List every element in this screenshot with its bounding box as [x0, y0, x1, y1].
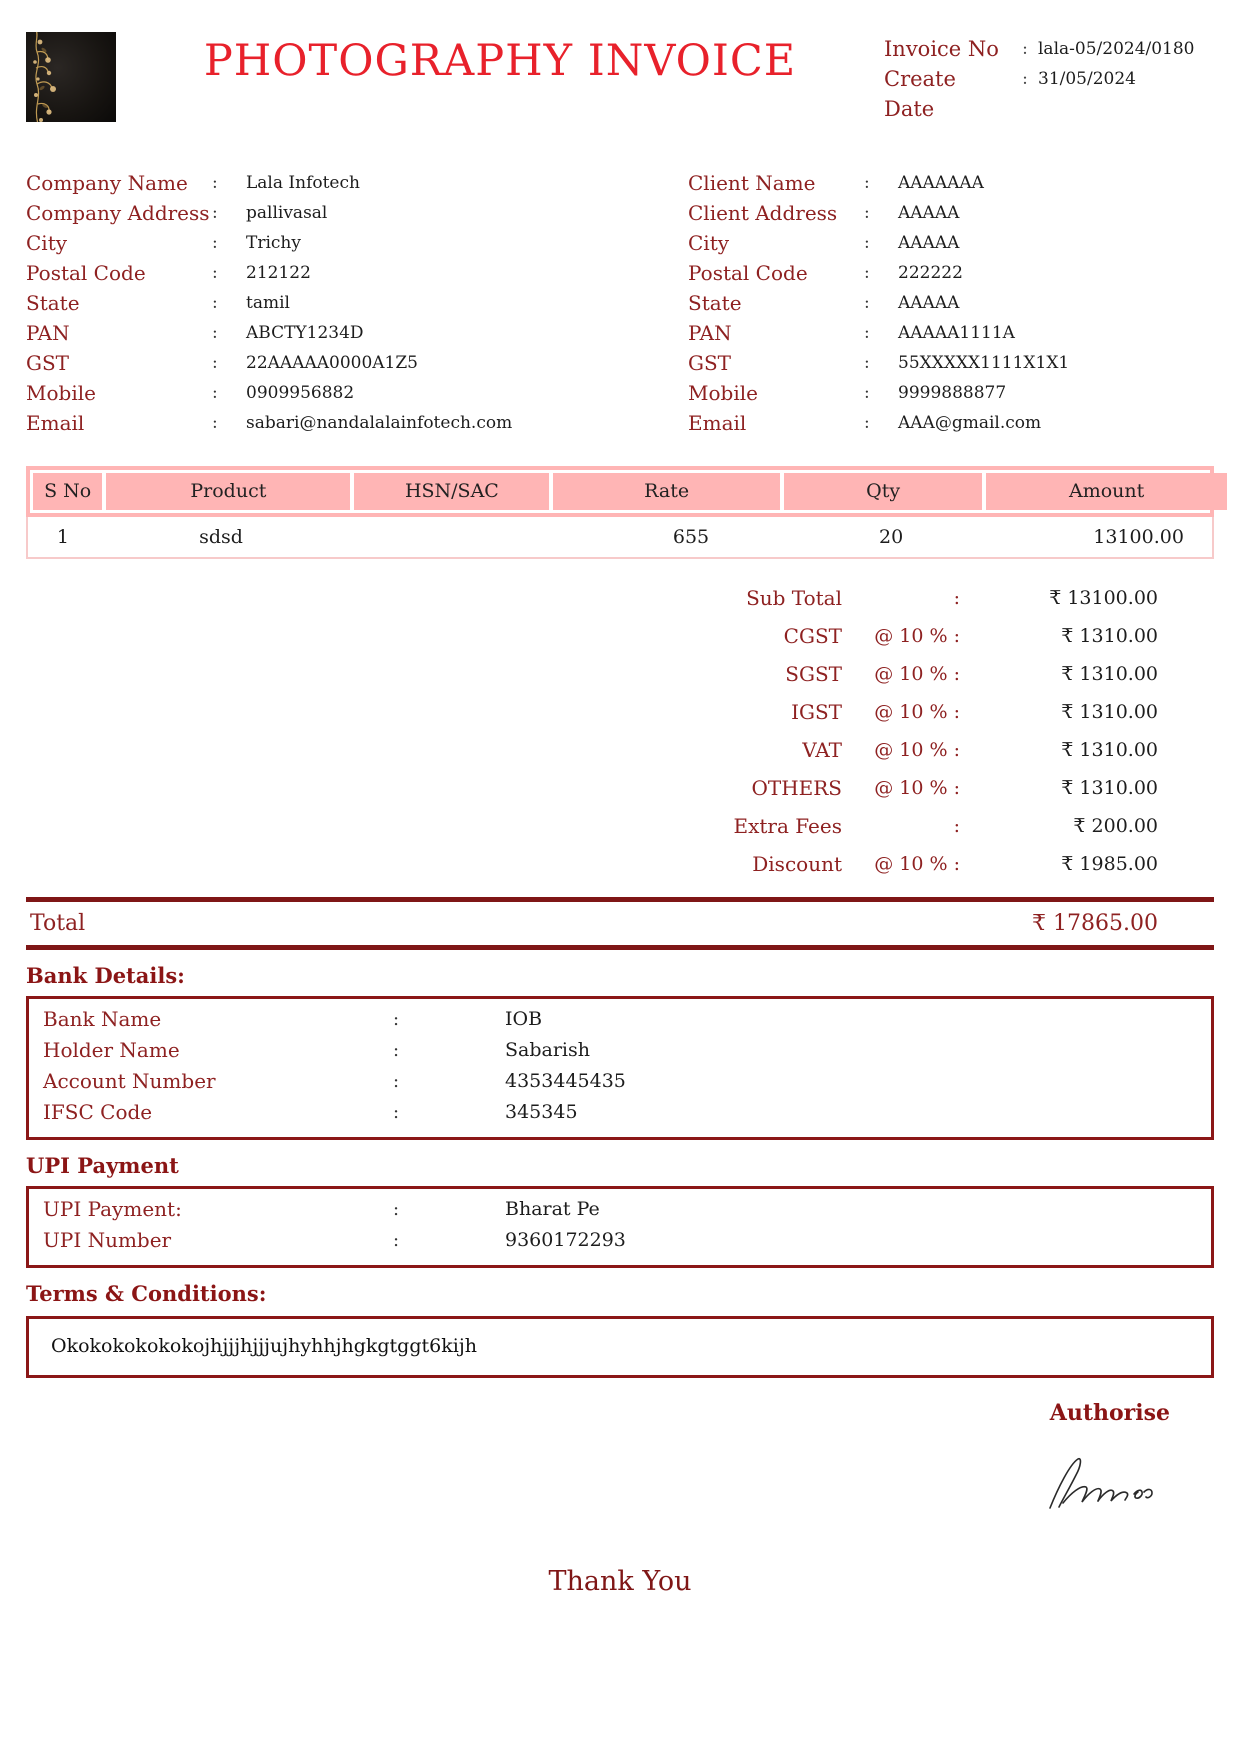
total-row	[26, 897, 1214, 950]
summary-section	[26, 579, 1214, 883]
summary-label: Extra Fees	[733, 814, 842, 838]
summary-row-subtotal	[26, 579, 1214, 617]
client-row	[688, 198, 1214, 228]
client-row	[688, 318, 1214, 348]
colon-separator: :	[864, 293, 870, 313]
colon-separator: :	[393, 1230, 400, 1251]
colon-separator: :	[212, 293, 218, 313]
field-value: Trichy	[246, 233, 301, 253]
company-row	[26, 408, 620, 438]
field-label: Company Address	[26, 201, 210, 225]
bank-row	[43, 1035, 1211, 1066]
colon-separator: :	[864, 203, 870, 223]
create-date-label: Create Date	[884, 67, 956, 121]
company-row	[26, 348, 620, 378]
signature-area	[26, 1454, 1214, 1514]
summary-label: SGST	[785, 662, 842, 686]
field-label: GST	[26, 351, 70, 375]
item-qty: 20	[879, 526, 904, 548]
field-label: Account Number	[43, 1069, 216, 1093]
colon-separator: :	[212, 203, 218, 223]
colon-separator: :	[212, 353, 218, 373]
field-value: 9360172293	[505, 1229, 626, 1251]
summary-rate: @ 10 % :	[874, 853, 960, 875]
field-label: State	[26, 291, 80, 315]
field-value: AAAAAAA	[898, 173, 984, 193]
field-value: tamil	[246, 293, 290, 313]
colon-separator: :	[212, 323, 218, 343]
field-value: IOB	[505, 1008, 543, 1030]
company-details	[26, 168, 620, 438]
colon-separator: :	[1022, 39, 1028, 59]
invoice-header	[26, 28, 1214, 124]
field-value: 9999888877	[898, 383, 1007, 403]
field-value: pallivasal	[246, 203, 328, 223]
colon-separator: :	[212, 173, 218, 193]
summary-row-vat	[26, 731, 1214, 769]
colon-separator: :	[1022, 69, 1028, 89]
title-area	[116, 28, 884, 86]
field-value: AAAAA	[898, 203, 960, 223]
terms-heading: Terms & Conditions:	[26, 1281, 267, 1306]
column-header-amount: Amount	[986, 473, 1227, 510]
invoice-number-label: Invoice No	[884, 37, 999, 61]
field-value: sabari@nandalalainfotech.com	[246, 413, 513, 433]
item-amount: 13100.00	[1093, 526, 1184, 548]
summary-row-igst	[26, 693, 1214, 731]
field-value: 222222	[898, 263, 963, 283]
colon-separator: :	[212, 413, 218, 433]
summary-amount: ₹ 1985.00	[1061, 853, 1158, 875]
upi-heading: UPI Payment	[26, 1153, 179, 1178]
field-label: UPI Number	[43, 1228, 172, 1252]
field-value: 0909956882	[246, 383, 355, 403]
summary-row-others	[26, 769, 1214, 807]
colon-separator: :	[864, 323, 870, 343]
field-label: UPI Payment:	[43, 1197, 182, 1221]
item-hsn	[344, 517, 541, 557]
thank-you-text: Thank You	[548, 1566, 692, 1597]
total-label: Total	[30, 911, 86, 936]
summary-rate: @ 10 % :	[874, 663, 960, 685]
field-label: Email	[688, 411, 747, 435]
summary-amount: ₹ 1310.00	[1061, 625, 1158, 647]
bank-details-heading: Bank Details:	[26, 963, 185, 988]
colon-separator: :	[393, 1102, 400, 1123]
field-label: Client Address	[688, 201, 838, 225]
terms-box	[26, 1316, 1214, 1378]
client-details	[620, 168, 1214, 438]
summary-amount: ₹ 1310.00	[1061, 701, 1158, 723]
colon-separator: :	[393, 1199, 400, 1220]
field-label: PAN	[26, 321, 70, 345]
column-header-qty: Qty	[784, 473, 982, 510]
summary-rate: :	[953, 815, 960, 837]
company-row	[26, 168, 620, 198]
summary-amount: ₹ 1310.00	[1061, 739, 1158, 761]
summary-row-cgst	[26, 617, 1214, 655]
colon-separator: :	[864, 233, 870, 253]
field-value: AAA@gmail.com	[898, 413, 1042, 433]
items-table-header	[30, 470, 1210, 513]
items-table-header-frame	[26, 466, 1214, 517]
field-value: Bharat Pe	[505, 1198, 600, 1220]
item-rate: 655	[672, 526, 710, 548]
terms-text: Okokokokokokojhjjjhjjjujhyhhjhgkgtggt6kijh	[51, 1335, 477, 1357]
field-label: State	[688, 291, 742, 315]
colon-separator: :	[864, 173, 870, 193]
summary-label: VAT	[802, 738, 842, 762]
authorise-label: Authorise	[1049, 1400, 1170, 1426]
field-value: AAAAA	[898, 293, 960, 313]
client-row	[688, 168, 1214, 198]
field-value: 55XXXXX1111X1X1	[898, 353, 1070, 373]
company-row	[26, 318, 620, 348]
summary-label: Discount	[752, 852, 842, 876]
field-value: Sabarish	[505, 1039, 590, 1061]
company-row	[26, 198, 620, 228]
client-row	[688, 378, 1214, 408]
client-row	[688, 408, 1214, 438]
field-label: GST	[688, 351, 732, 375]
field-value: 4353445435	[505, 1070, 626, 1092]
colon-separator: :	[864, 383, 870, 403]
field-value: AAAAA1111A	[898, 323, 1015, 343]
summary-amount: ₹ 1310.00	[1061, 777, 1158, 799]
field-label: Company Name	[26, 171, 188, 195]
column-header-sno: S No	[33, 473, 102, 510]
summary-row-discount	[26, 845, 1214, 883]
create-date-row	[884, 64, 1214, 124]
summary-amount: ₹ 13100.00	[1049, 587, 1158, 609]
field-label: City	[26, 231, 68, 255]
ornamental-floral-logo-icon	[26, 32, 116, 122]
field-label: Mobile	[26, 381, 96, 405]
bank-row	[43, 1004, 1211, 1035]
summary-label: CGST	[783, 624, 842, 648]
company-row	[26, 288, 620, 318]
field-label: Postal Code	[26, 261, 146, 285]
client-row	[688, 288, 1214, 318]
page-title: PHOTOGRAPHY INVOICE	[203, 36, 797, 86]
summary-rate: @ 10 % :	[874, 625, 960, 647]
field-label: Bank Name	[43, 1007, 162, 1031]
column-header-rate: Rate	[553, 473, 780, 510]
company-logo	[26, 32, 116, 122]
field-label: Holder Name	[43, 1038, 180, 1062]
total-amount: ₹ 17865.00	[1032, 911, 1158, 936]
summary-label: OTHERS	[751, 776, 842, 800]
column-header-product: Product	[106, 473, 350, 510]
table-row	[26, 517, 1214, 559]
summary-rate: @ 10 % :	[874, 739, 960, 761]
authorise-row	[26, 1400, 1214, 1426]
invoice-meta	[884, 28, 1214, 124]
client-row	[688, 258, 1214, 288]
upi-box	[26, 1186, 1214, 1268]
field-label: PAN	[688, 321, 732, 345]
field-value: Lala Infotech	[246, 173, 360, 193]
colon-separator: :	[864, 353, 870, 373]
field-label: Mobile	[688, 381, 758, 405]
field-label: IFSC Code	[43, 1100, 153, 1124]
signature-icon	[1042, 1454, 1162, 1510]
field-label: Postal Code	[688, 261, 808, 285]
colon-separator: :	[393, 1071, 400, 1092]
colon-separator: :	[393, 1009, 400, 1030]
company-row	[26, 258, 620, 288]
summary-row-extra-fees	[26, 807, 1214, 845]
field-value: ABCTY1234D	[246, 323, 364, 343]
summary-label: Sub Total	[746, 586, 842, 610]
company-row	[26, 228, 620, 258]
company-row	[26, 378, 620, 408]
summary-amount: ₹ 1310.00	[1061, 663, 1158, 685]
client-row	[688, 228, 1214, 258]
summary-amount: ₹ 200.00	[1073, 815, 1158, 837]
client-row	[688, 348, 1214, 378]
summary-rate: :	[953, 587, 960, 609]
colon-separator: :	[864, 413, 870, 433]
field-label: Client Name	[688, 171, 816, 195]
bank-row	[43, 1097, 1211, 1128]
field-value: 22AAAAA0000A1Z5	[246, 353, 419, 373]
item-sno: 1	[56, 526, 69, 548]
field-value: 212122	[246, 263, 311, 283]
invoice-number-row	[884, 34, 1214, 64]
invoice-number-value: lala-05/2024/0180	[1038, 39, 1195, 59]
create-date-value: 31/05/2024	[1038, 69, 1136, 89]
field-label: City	[688, 231, 730, 255]
summary-rate: @ 10 % :	[874, 777, 960, 799]
bank-details-box	[26, 996, 1214, 1140]
bank-row	[43, 1066, 1211, 1097]
field-value: 345345	[505, 1101, 578, 1123]
summary-rate: @ 10 % :	[874, 701, 960, 723]
summary-row-sgst	[26, 655, 1214, 693]
summary-label: IGST	[791, 700, 842, 724]
items-table	[26, 466, 1214, 559]
field-label: Email	[26, 411, 85, 435]
item-product: sdsd	[199, 526, 243, 548]
colon-separator: :	[212, 263, 218, 283]
upi-row	[43, 1194, 1211, 1225]
colon-separator: :	[393, 1040, 400, 1061]
colon-separator: :	[212, 233, 218, 253]
colon-separator: :	[212, 383, 218, 403]
field-value: AAAAA	[898, 233, 960, 253]
upi-row	[43, 1225, 1211, 1256]
column-header-hsn: HSN/SAC	[354, 473, 549, 510]
parties-section	[26, 168, 1214, 438]
colon-separator: :	[864, 263, 870, 283]
